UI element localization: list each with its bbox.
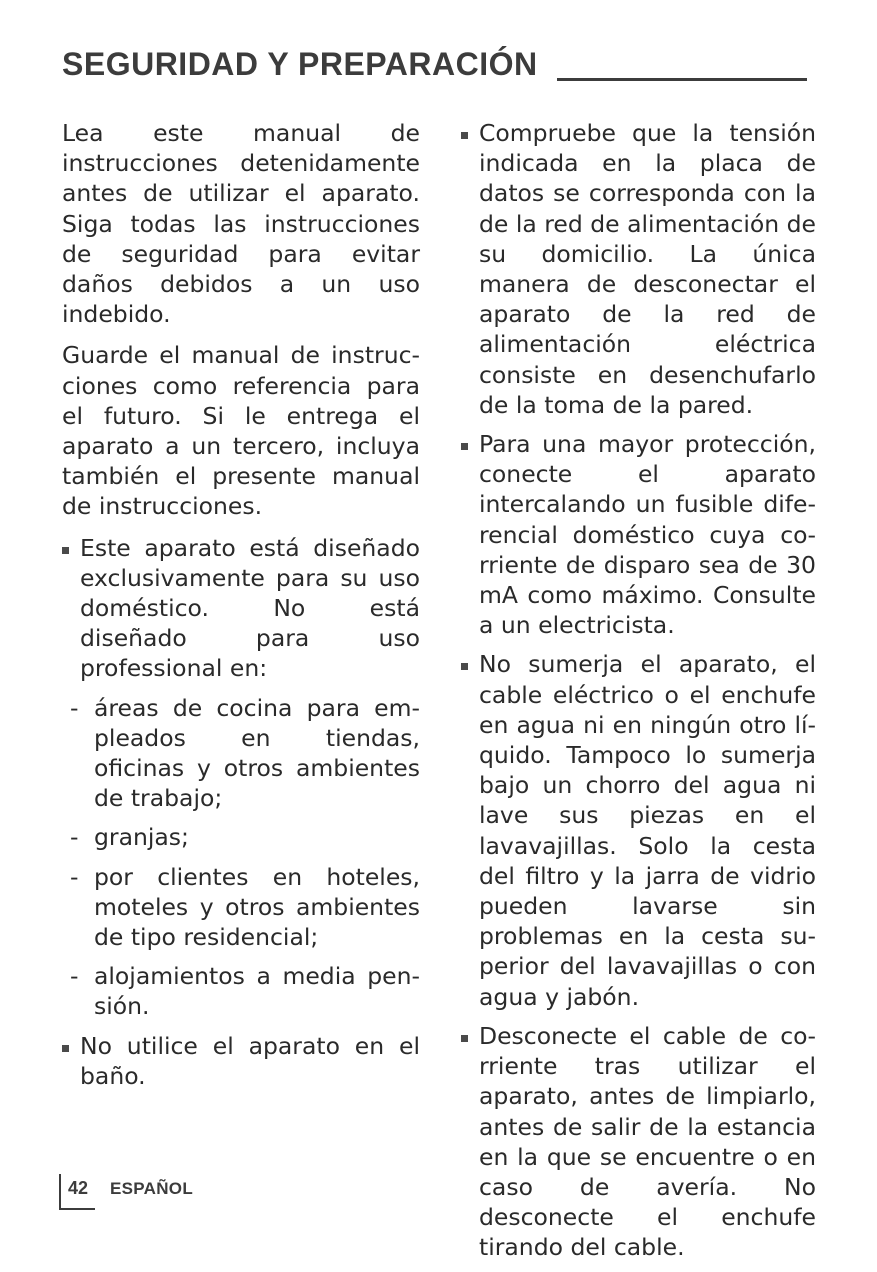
right-column xyxy=(461,118,816,1272)
square-bullet-icon xyxy=(461,443,468,450)
square-bullet-icon xyxy=(461,663,468,670)
sub-item-text: granjas; xyxy=(94,823,189,852)
bullet-text: No sumerja el aparato, el cable eléctrico o el enchufe en agua ni en ningún otro líquido. Tampoco lo sumerja bajo un chorro del agua ni lave sus piezas en el lavavajillas. Solo la cesta del filtro y la jarra de vidrio pueden lavarse sin problemas en la cesta superior del lavavajillas o con agua y jabón. xyxy=(479,650,816,1011)
sub-item-kitchen-areas xyxy=(70,693,420,814)
square-bullet-icon xyxy=(461,1035,468,1042)
sub-item-text: alojamientos a media pensión. xyxy=(94,962,420,1021)
bullet-text: No utilice el aparato en el baño. xyxy=(80,1031,420,1090)
left-column xyxy=(62,118,420,1100)
footer-corner-line-vertical xyxy=(59,1174,61,1210)
intro-paragraph-keep-manual: Guarde el manual de instrucciones como referencia para el futuro. Si le entrega el aparato a un tercero, incluya también el presente manual de instrucciones. xyxy=(62,341,420,521)
bullet-item-no-immersion xyxy=(461,649,816,1011)
bullet-item-bathroom xyxy=(62,1031,420,1091)
dash-marker: - xyxy=(70,823,79,852)
dash-marker: - xyxy=(70,862,79,891)
footer-corner-line-horizontal xyxy=(59,1208,95,1210)
bullet-item-unplug xyxy=(461,1021,816,1263)
bullet-text: Compruebe que la tensión indicada en la placa de datos se corresponda con la de la red de alimentación de su domicilio. La única manera de desconectar el aparato de la red de alimentación eléctrica consiste en desenchufarlo de la toma de la pared. xyxy=(479,119,816,419)
bullet-item-domestic-use xyxy=(62,533,420,684)
bullet-item-rcd-protection xyxy=(461,429,816,640)
page-header xyxy=(62,42,807,86)
sub-item-text: por clientes en hoteles, moteles y otros ambientes de tipo residencial; xyxy=(94,862,420,952)
sub-item-farms xyxy=(70,822,420,852)
intro-paragraph-read-manual: Lea este manual de instrucciones detenidamente antes de utilizar el aparato. Siga todas las instrucciones de seguridad para evitar daños debidos a un uso indebido. xyxy=(62,119,420,329)
dash-marker: - xyxy=(70,693,79,722)
sub-item-hotels xyxy=(70,862,420,953)
square-bullet-icon xyxy=(461,132,468,139)
title-rule xyxy=(557,78,807,81)
dash-marker: - xyxy=(70,962,79,991)
square-bullet-icon xyxy=(62,547,69,554)
page-title: SEGURIDAD Y PREPARACIÓN xyxy=(62,46,538,82)
square-bullet-icon xyxy=(62,1045,69,1052)
page-number: 42 xyxy=(68,1178,89,1198)
bullet-item-voltage xyxy=(461,118,816,420)
bullet-text: Este aparato está diseñado exclusivamente para su uso doméstico. No está diseñado para uso professional en: xyxy=(80,533,420,683)
footer-language-label: ESPAÑOL xyxy=(110,1179,194,1198)
sub-item-bed-and-breakfast xyxy=(70,961,420,1021)
bullet-text: Para una mayor protección, conecte el aparato intercalando un fusible diferencial doméstico cuya corriente de disparo sea de 30 mA como máximo. Consulte a un electricista. xyxy=(479,430,816,640)
sub-item-text: áreas de cocina para empleados en tiendas, oficinas y otros ambientes de trabajo; xyxy=(94,693,420,813)
bullet-text: Desconecte el cable de corriente tras utilizar el aparato, antes de limpiarlo, antes de salir de la estancia en la que se encuentre o en caso de avería. No desconecte el enchufe tirando del cable. xyxy=(479,1021,816,1262)
page-footer xyxy=(59,1174,309,1210)
